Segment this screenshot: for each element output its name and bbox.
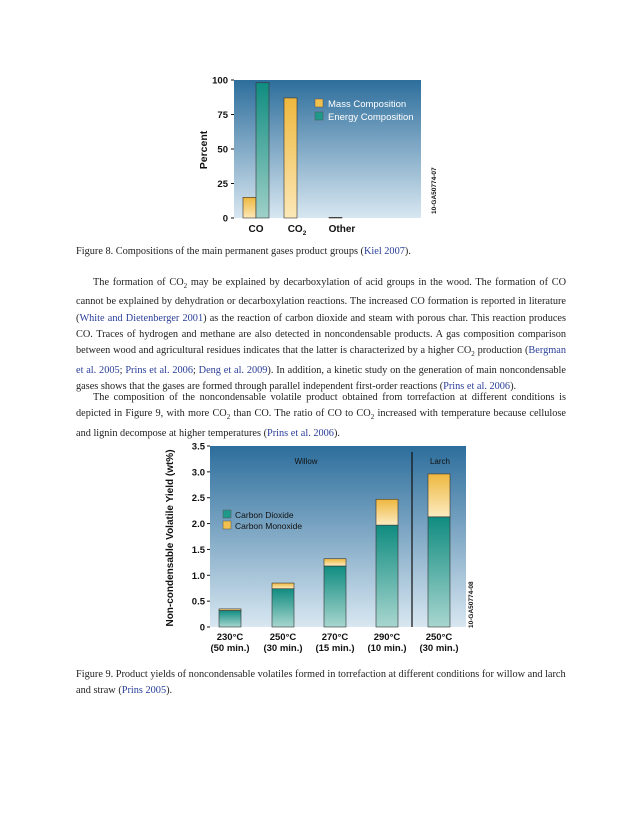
- bar-energy-composition-co: [256, 83, 269, 218]
- text: The formation of CO: [93, 277, 184, 288]
- figure-8-chart: [190, 72, 450, 244]
- text: The composition of the noncondensable volatile product obtained from torrefaction at different conditions is depicted in Figure 9, with more CO: [76, 392, 566, 420]
- text: ;: [119, 364, 126, 376]
- side-label: 10-GA50774-07: [431, 167, 438, 214]
- caption-text: Figure 9. Product yields of noncondensable volatiles formed in torrefaction at different conditions for willow and larch and straw (: [76, 669, 566, 696]
- bar-carbon-dioxide-1: [272, 589, 294, 627]
- y-tick-label: 0: [199, 622, 205, 634]
- x-tick-label: (10 min.): [367, 643, 407, 654]
- y-tick-label: 0: [222, 213, 228, 225]
- text: may be explained by decarboxylation of acid groups in the wood. The formation of CO cannot be explained by dehydration or decarboxylation reactions. The increased CO formation is reported in literature (: [76, 277, 567, 324]
- citation-link[interactable]: Kiel 2007: [363, 246, 405, 257]
- y-tick-label: 3.0: [191, 467, 205, 479]
- figure-9-caption: [76, 667, 566, 699]
- bar-mass-composition-co: [243, 197, 256, 218]
- citation-link[interactable]: Bergman et al. 2005: [76, 345, 566, 376]
- text: than CO. The ratio of CO to CO: [230, 408, 371, 420]
- bar-mass-composition-co2: [284, 98, 297, 218]
- legend-swatch-co: [223, 521, 231, 529]
- legend-label-mass: Mass Composition: [328, 99, 407, 110]
- paragraph-1: [76, 275, 566, 395]
- y-tick-label: 50: [217, 144, 228, 156]
- caption-text: ).: [404, 246, 411, 257]
- y-tick-label: 2.5: [191, 493, 205, 505]
- bar-carbon-monoxide-1: [272, 583, 294, 589]
- y-tick-label: 1.5: [191, 544, 205, 556]
- text: ) as the reaction of carbon dioxide and steam with porous char. This reaction produces CO. Traces of hydrogen and methane are also detected in noncondensable products. A gas composition comparison between wood and agricultural residues indicates that the latter is characterized by a higher CO: [76, 312, 566, 357]
- legend: [223, 510, 302, 531]
- x-tick-label: CO: [248, 224, 264, 235]
- text: ;: [192, 364, 199, 376]
- text: production (: [474, 345, 529, 357]
- text: ).: [333, 427, 340, 439]
- x-tick-label: 250°C: [269, 632, 297, 643]
- y-tick-label: 1.0: [191, 570, 205, 582]
- y-tick-label: 75: [217, 110, 228, 121]
- paragraph-2: [76, 390, 566, 442]
- subscript: 2: [370, 413, 375, 422]
- x-tick-label: Other: [328, 224, 356, 235]
- x-tick-label: 270°C: [321, 632, 349, 643]
- x-tick-label: $CO_2$: [287, 224, 307, 237]
- y-axis-label: Non-condensable Volatile Yield (wt%): [165, 449, 176, 627]
- bar-carbon-monoxide-3: [376, 499, 398, 525]
- bar-carbon-dioxide-2: [324, 566, 346, 627]
- bar-carbon-monoxide-4: [428, 474, 450, 517]
- group-label-larch: Larch: [429, 457, 451, 466]
- legend-label-co2: Carbon Dioxide: [235, 510, 294, 520]
- y-tick-label: 0.5: [191, 596, 205, 608]
- caption-text: Figure 8. Compositions of the main permanent gases product groups (: [76, 246, 364, 257]
- bar-carbon-dioxide-3: [376, 525, 398, 627]
- subscript: 2: [471, 350, 475, 359]
- x-tick-label: 250°C: [425, 632, 453, 643]
- legend-label-co: Carbon Monoxide: [235, 521, 303, 531]
- bar-carbon-dioxide-0: [219, 610, 241, 627]
- x-tick-label: 230°C: [216, 632, 244, 643]
- citation-link[interactable]: White and Dietenberger 2001: [79, 312, 204, 324]
- bar-carbon-monoxide-2: [324, 559, 346, 566]
- group-label-willow: Willow: [294, 457, 318, 466]
- bar-carbon-monoxide-0: [219, 609, 241, 611]
- y-tick-label: 25: [217, 179, 228, 190]
- legend-swatch-energy: [315, 112, 323, 120]
- bar-mass-composition-other: [329, 217, 342, 218]
- legend-swatch-mass: [315, 99, 323, 107]
- citation-link[interactable]: Prins et al. 2006: [125, 364, 193, 376]
- x-tick-label: 290°C: [373, 632, 401, 643]
- x-tick-label: (15 min.): [315, 643, 355, 654]
- y-tick-label: 100: [212, 75, 228, 87]
- subscript: 2: [183, 282, 188, 291]
- citation-link[interactable]: Prins 2005: [121, 685, 167, 696]
- citation-link[interactable]: Deng et al. 2009: [198, 364, 268, 376]
- citation-link[interactable]: Prins et al. 2006: [267, 427, 334, 439]
- figure-8-caption: [76, 244, 566, 260]
- y-tick-label: 2.0: [191, 519, 205, 531]
- text: increased with temperature because cellulose and lignin decompose at higher temperatures (: [76, 408, 566, 439]
- legend-swatch-co2: [223, 510, 231, 518]
- text: ). In addition, a kinetic study on the generation of main noncondensable gases shows that the gases are formed through parallel independent first-order reactions (: [76, 364, 566, 392]
- side-label: 10-GA50774-08: [468, 581, 475, 628]
- y-axis-label: Percent: [198, 130, 210, 170]
- legend-label-energy: Energy Composition: [328, 112, 414, 123]
- bar-carbon-dioxide-4: [428, 517, 450, 627]
- subscript: 2: [226, 413, 231, 422]
- text: ).: [510, 380, 517, 392]
- y-tick-label: 3.5: [191, 441, 205, 453]
- x-tick-label: (50 min.): [210, 643, 250, 654]
- figure-9-chart: [160, 440, 480, 662]
- x-tick-label: (30 min.): [263, 643, 303, 654]
- x-tick-label: (30 min.): [419, 643, 459, 654]
- citation-link[interactable]: Prins et al. 2006: [443, 380, 511, 392]
- caption-text: ).: [166, 685, 173, 696]
